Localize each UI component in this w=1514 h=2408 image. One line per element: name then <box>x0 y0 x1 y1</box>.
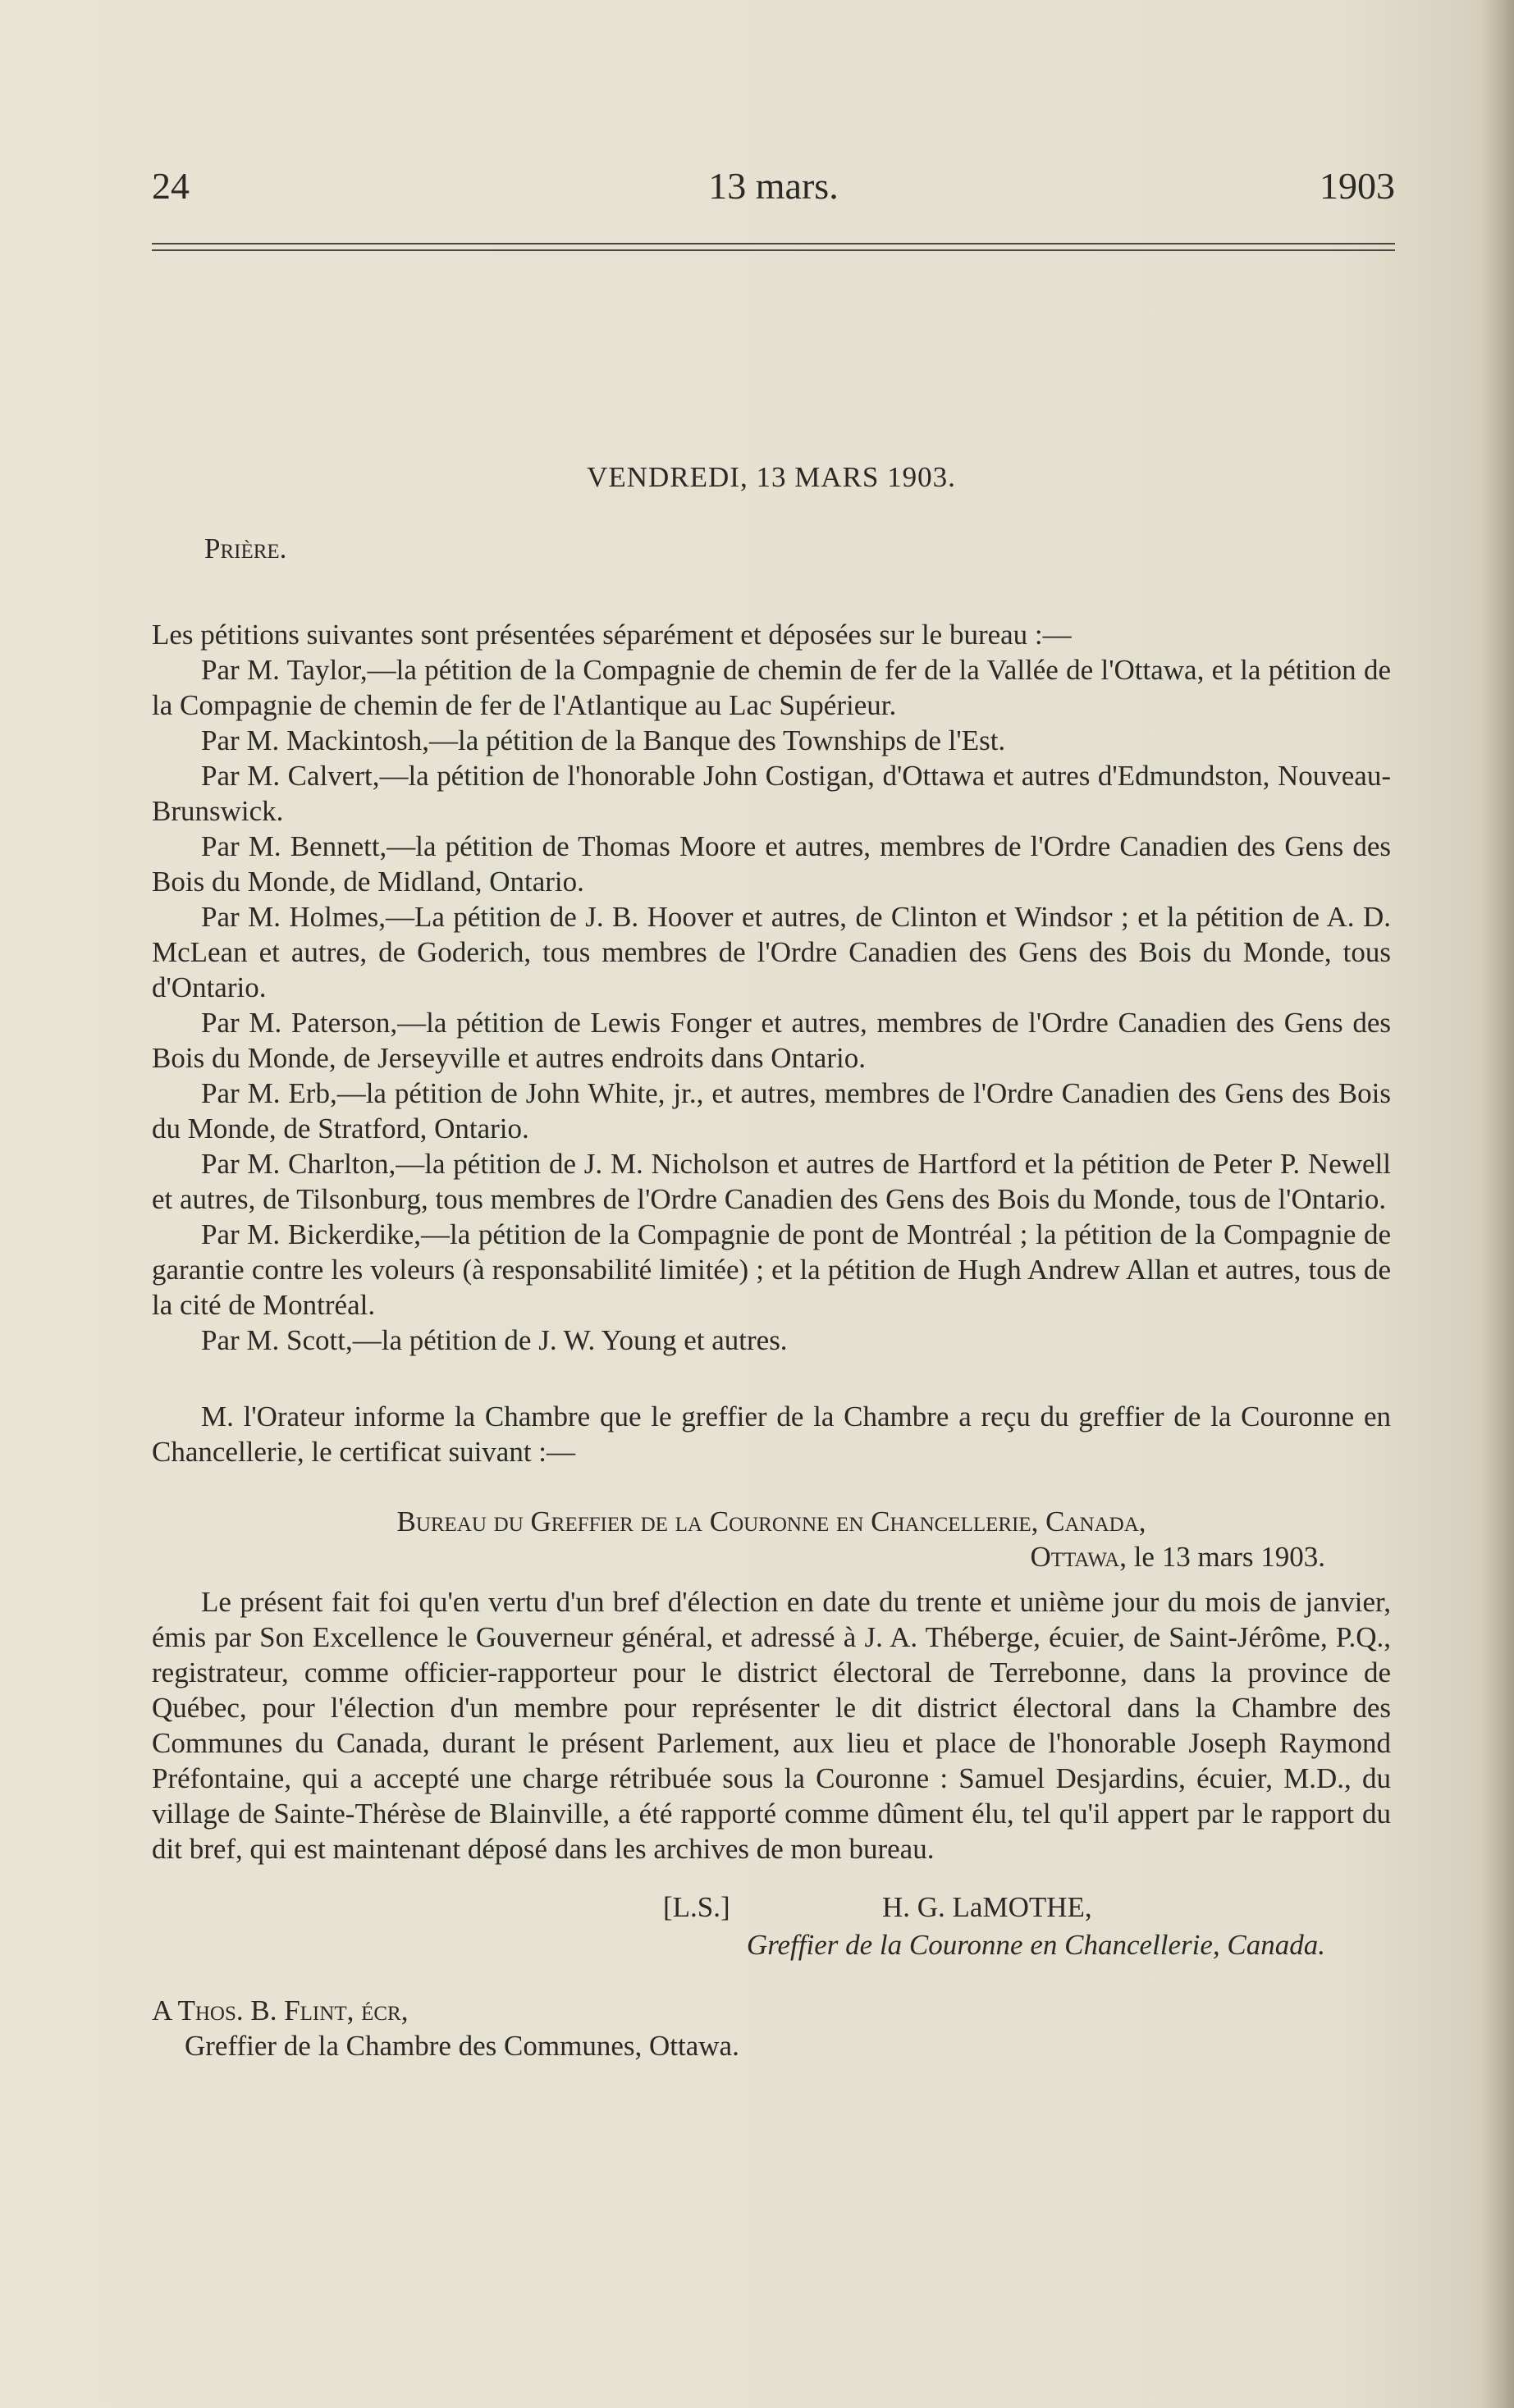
certificate-office: Bureau du Greffier de la Couronne en Chancellerie, Canada, <box>396 1506 1146 1538</box>
signatory-title: Greffier de la Couronne en Chancellerie, Canada. <box>746 1929 1325 1961</box>
petition-entry: Par M. Calvert,—la pétition de l'honorable John Costigan, d'Ottawa et autres d'Edmundston, Nouveau-Brunswick. <box>152 760 1391 827</box>
petition-entry: Par M. Mackintosh,—la pétition de la Banque des Townships de l'Est. <box>201 724 1006 756</box>
page-number: 24 <box>152 165 190 207</box>
certificate-place: Ottawa, <box>1030 1541 1127 1573</box>
spacer <box>152 1358 1391 1399</box>
signatory-name: H. G. LaMOTHE, <box>882 1891 1092 1923</box>
page-edge-shadow <box>1481 0 1514 2408</box>
speaker-note: M. l'Orateur informe la Chambre que le greffier de la Chambre a reçu du greffier de la Couronne en Chancellerie, le certificat suivant :— <box>152 1400 1391 1468</box>
addressee-block <box>152 1993 1391 2063</box>
page-header <box>152 164 1395 213</box>
signature-block <box>152 1889 1391 1965</box>
addressee-title: Greffier de la Chambre des Communes, Ottawa. <box>185 2030 739 2062</box>
certificate-text: Le présent fait foi qu'en vertu d'un bref d'élection en date du trente et unième jour du mois de janvier, émis par Son Excellence le Gouverneur général, et adressé à J. A. Théberge, écuier, de Saint-Jérôme, P.Q., registrateur, comme officier-rapporteur pour le district électoral de Terrebonne, dans la province de Québec, pour l'élection d'un membre pour représenter le dit district électoral dans la Chambre des Communes du Canada, durant le présent Parlement, aux lieu et place de l'honorable Joseph Raymond Préfontaine, qui a accepté une charge rétribuée sous la Couronne : Samuel Desjardins, écuier, M.D., du village de Sainte-Thérèse de Blainville, a été rapporté comme dûment élu, tel qu'il appert par le rapport du dit bref, qui est maintenant déposé dans les archives de mon bureau. <box>152 1586 1391 1865</box>
header-year: 1903 <box>1320 165 1395 207</box>
journal-body <box>152 459 1391 2063</box>
petition-entry: Par M. Taylor,—la pétition de la Compagnie de chemin de fer de la Vallée de l'Ottawa, et la pétition de la Compagnie de chemin de fer de l'Atlantique au Lac Supérieur. <box>152 654 1391 721</box>
prayer-heading: Prière. <box>204 532 287 564</box>
addressee-name: A Thos. B. Flint, écr, <box>152 1994 409 2026</box>
petition-entry: Par M. Bickerdike,—la pétition de la Compagnie de pont de Montréal ; la pétition de la Compagnie de garantie contre les voleurs (à responsabilité limitée) ; et la pétition de Hugh Andrew Allan et autres, tous de la cité de Montréal. <box>152 1218 1391 1321</box>
petition-entry: Par M. Paterson,—la pétition de Lewis Fonger et autres, membres de l'Ordre Canadien des Gens des Bois du Monde, de Jerseyville et autres endroits dans Ontario. <box>152 1007 1391 1074</box>
petition-entry: Par M. Charlton,—la pétition de J. M. Nicholson et autres de Hartford et la pétition de Peter P. Newell et autres, de Tilsonburg, tous membres de l'Ordre Canadien des Gens des Bois du Monde, tous de l'Ontario. <box>152 1148 1391 1215</box>
petition-entry: Par M. Bennett,—la pétition de Thomas Moore et autres, membres de l'Ordre Canadien des Gens des Bois du Monde, de Midland, Ontario. <box>152 830 1391 898</box>
petitions-list <box>152 652 1391 1358</box>
petition-entry: Par M. Erb,—la pétition de John White, jr., et autres, membres de l'Ordre Canadien des Gens des Bois du Monde, de Stratford, Ontario. <box>152 1077 1391 1145</box>
header-date: 13 mars. <box>708 165 839 207</box>
header-rule-bottom <box>152 249 1395 251</box>
petition-entry: Par M. Holmes,—La pétition de J. B. Hoover et autres, de Clinton et Windsor ; et la pétition de A. D. McLean et autres, de Goderich, tous membres de l'Ordre Canadien des Gens des Bois du Monde, tous d'Ontario. <box>152 901 1391 1003</box>
certificate-date: le 13 mars 1903. <box>1133 1541 1325 1573</box>
petition-entry: Par M. Scott,—la pétition de J. W. Young et autres. <box>201 1324 788 1356</box>
certificate-place-date <box>152 1539 1391 1574</box>
seal-mark: [L.S.] <box>663 1891 730 1923</box>
petitions-intro: Les pétitions suivantes sont présentées séparément et déposées sur le bureau :— <box>152 619 1072 651</box>
spacer <box>152 1469 1391 1499</box>
header-rule-top <box>152 243 1395 244</box>
day-title: VENDREDI, 13 MARS 1903. <box>587 461 956 493</box>
